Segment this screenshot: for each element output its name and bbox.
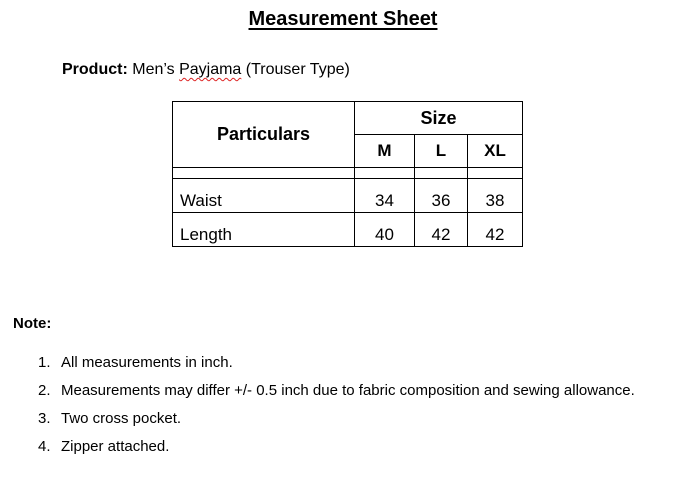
size-m-header: M xyxy=(355,135,415,168)
size-xl-header: XL xyxy=(468,135,523,168)
table-row xyxy=(173,213,523,247)
size-l-header: L xyxy=(415,135,468,168)
page-title: Measurement Sheet xyxy=(248,8,438,30)
waist-l-cell: 36 xyxy=(415,179,468,213)
note-label: Note: xyxy=(13,315,52,332)
size-header: Size xyxy=(355,102,523,135)
list-item xyxy=(38,409,635,437)
notes-list xyxy=(38,353,635,465)
list-item xyxy=(38,353,635,381)
product-name-main: Payjama xyxy=(179,61,242,78)
list-item xyxy=(38,437,635,465)
waist-xl-cell: 38 xyxy=(468,179,523,213)
list-text: Measurements may differ +/- 0.5 inch due to fabric composition and sewing allowance. xyxy=(61,382,635,399)
list-text: Two cross pocket. xyxy=(61,410,182,427)
waist-m-cell: 34 xyxy=(355,179,415,213)
table-row xyxy=(173,179,523,213)
row-label-waist: Waist xyxy=(173,179,355,213)
list-number: 1. xyxy=(38,354,51,371)
list-number: 2. xyxy=(38,382,51,399)
list-item xyxy=(38,381,635,409)
list-number: 3. xyxy=(38,410,51,427)
list-text: Zipper attached. xyxy=(61,438,170,455)
spacer-row xyxy=(173,168,523,179)
list-number: 4. xyxy=(38,438,51,455)
list-text: All measurements in inch. xyxy=(61,354,233,371)
measurement-table xyxy=(172,101,523,247)
length-l-cell: 42 xyxy=(415,213,468,247)
length-xl-cell: 42 xyxy=(468,213,523,247)
particulars-header: Particulars xyxy=(173,102,355,168)
product-name-prefix: Men’s xyxy=(132,61,175,78)
product-name-suffix: (Trouser Type) xyxy=(245,61,350,78)
length-m-cell: 40 xyxy=(355,213,415,247)
row-label-length: Length xyxy=(173,213,355,247)
product-label: Product: xyxy=(62,61,128,78)
product-line xyxy=(62,61,350,79)
